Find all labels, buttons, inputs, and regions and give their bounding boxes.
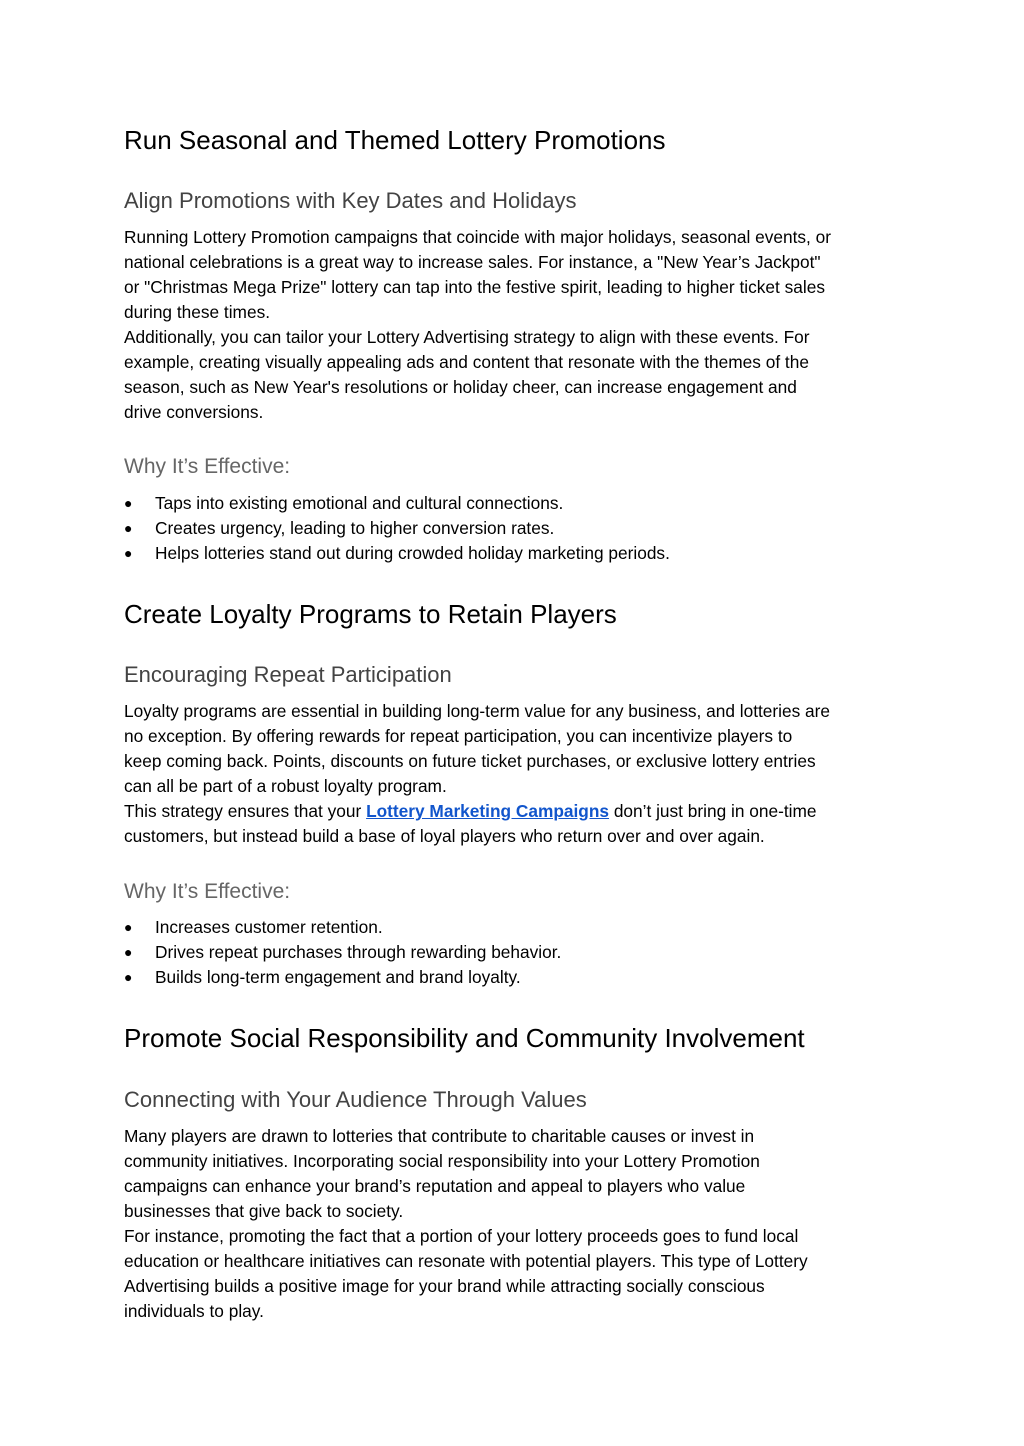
lottery-marketing-campaigns-link[interactable]: Lottery Marketing Campaigns: [366, 801, 610, 821]
section-1-why-heading: Why It’s Effective:: [124, 455, 291, 478]
text-fragment: don’t just bring in one-time: [609, 801, 817, 821]
list-item-text: Taps into existing emotional and cultural connections.: [155, 493, 564, 513]
section-2-subtitle: Encouraging Repeat Participation: [124, 662, 452, 687]
bullet-icon: ●: [124, 969, 133, 985]
text-line: no exception. By offering rewards for repeat participation, you can incentivize players to: [124, 726, 793, 746]
bullet-icon: ●: [124, 919, 133, 935]
text-line: Additionally, you can tailor your Lottery Advertising strategy to align with these events. For: [124, 327, 810, 347]
list-item: [94, 915, 884, 940]
section-3-title: Promote Social Responsibility and Community Involvement: [124, 1023, 805, 1053]
text-line: For instance, promoting the fact that a portion of your lottery proceeds goes to fund local: [124, 1226, 799, 1246]
text-line: Advertising builds a positive image for your brand while attracting socially conscious: [124, 1276, 765, 1296]
text-line: or "Christmas Mega Prize" lottery can tap into the festive spirit, leading to higher ticket sales: [124, 277, 825, 297]
section-1-bullet-list: [94, 491, 884, 566]
list-item: [94, 965, 884, 990]
text-line: [124, 799, 914, 824]
section-1-paragraph-1: [124, 225, 914, 325]
text-line: season, such as New Year's resolutions or holiday cheer, can increase engagement and: [124, 377, 797, 397]
text-line: businesses that give back to society.: [124, 1201, 404, 1221]
section-1-paragraph-2: [124, 325, 914, 425]
section-2-title: Create Loyalty Programs to Retain Players: [124, 599, 617, 629]
list-item-text: Builds long-term engagement and brand loyalty.: [155, 967, 521, 987]
list-item-text: Helps lotteries stand out during crowded holiday marketing periods.: [155, 543, 670, 563]
bullet-icon: ●: [124, 520, 133, 536]
list-item: [94, 541, 884, 566]
section-3-paragraph-1: [124, 1124, 914, 1224]
list-item: [94, 516, 884, 541]
text-line: drive conversions.: [124, 402, 264, 422]
text-line: customers, but instead build a base of loyal players who return over and over again.: [124, 826, 765, 846]
section-2-bullet-list: [94, 915, 884, 990]
list-item: [94, 491, 884, 516]
section-3-paragraph-2: [124, 1224, 914, 1324]
text-line: individuals to play.: [124, 1301, 264, 1321]
section-2-paragraph-1: [124, 699, 914, 799]
text-line: during these times.: [124, 302, 271, 322]
text-fragment: This strategy ensures that your: [124, 801, 367, 821]
bullet-icon: ●: [124, 495, 133, 511]
section-1-title: Run Seasonal and Themed Lottery Promotions: [124, 125, 666, 155]
text-line: campaigns can enhance your brand’s reputation and appeal to players who value: [124, 1176, 746, 1196]
section-2-why-heading: Why It’s Effective:: [124, 880, 291, 903]
text-line: keep coming back. Points, discounts on future ticket purchases, or exclusive lottery entries: [124, 751, 816, 771]
text-line: example, creating visually appealing ads and content that resonate with the themes of the: [124, 352, 809, 372]
bullet-icon: ●: [124, 545, 133, 561]
list-item-text: Creates urgency, leading to higher conversion rates.: [155, 518, 555, 538]
text-line: Running Lottery Promotion campaigns that coincide with major holidays, seasonal events, or: [124, 227, 831, 247]
bullet-icon: ●: [124, 944, 133, 960]
list-item-text: Drives repeat purchases through rewarding behavior.: [155, 942, 562, 962]
text-line: community initiatives. Incorporating social responsibility into your Lottery Promotion: [124, 1151, 760, 1171]
list-item-text: Increases customer retention.: [155, 917, 383, 937]
section-2-paragraph-2: [124, 799, 914, 849]
text-line: national celebrations is a great way to increase sales. For instance, a "New Year’s Jackpot": [124, 252, 821, 272]
section-1-subtitle: Align Promotions with Key Dates and Holidays: [124, 188, 577, 213]
text-line: Many players are drawn to lotteries that contribute to charitable causes or invest in: [124, 1126, 755, 1146]
list-item: [94, 940, 884, 965]
text-line: Loyalty programs are essential in building long-term value for any business, and lotteries are: [124, 701, 831, 721]
text-line: can all be part of a robust loyalty program.: [124, 776, 447, 796]
text-line: education or healthcare initiatives can resonate with potential players. This type of Lottery: [124, 1251, 808, 1271]
section-3-subtitle: Connecting with Your Audience Through Values: [124, 1087, 587, 1112]
